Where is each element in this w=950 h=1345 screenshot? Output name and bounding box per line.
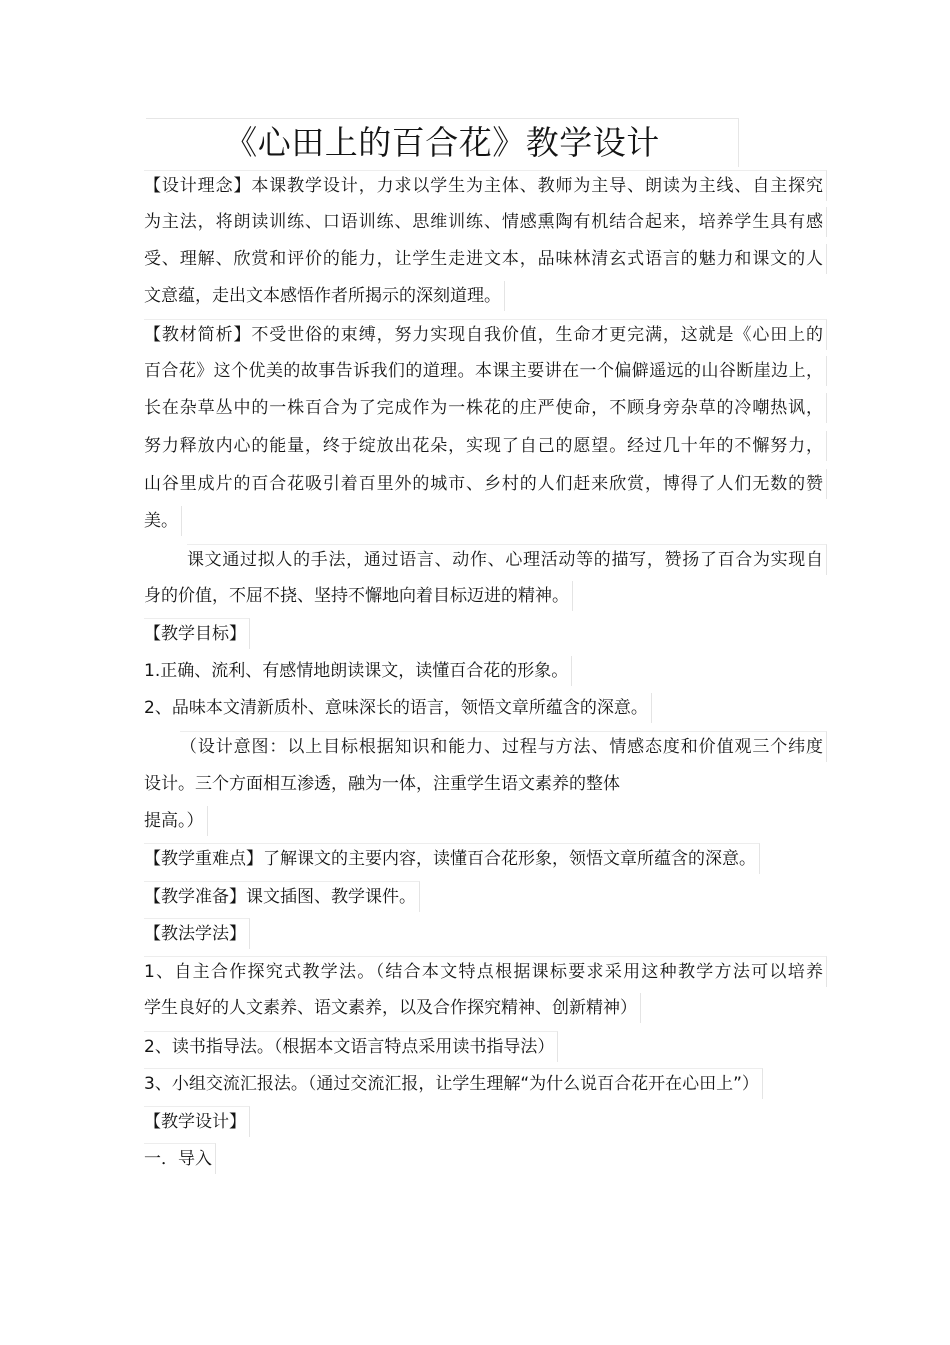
paragraph-line: 提高。） <box>144 806 208 836</box>
section-heading: 【教学目标】 <box>144 618 250 649</box>
paragraph-line: 山谷里成片的百合花吸引着百里外的城市、乡村的人们赶来欣赏，博得了人们无数的赞 <box>144 469 827 499</box>
list-item: 学生良好的人文素养、语文素养，以及合作探究精神、创新精神） <box>144 993 641 1023</box>
paragraph-line: 百合花》这个优美的故事告诉我们的道理。本课主要讲在一个偏僻遥远的山谷断崖边上， <box>144 356 827 386</box>
list-item: 2、读书指导法。（根据本文语言特点采用读书指导法） <box>144 1031 558 1062</box>
paragraph-line: 美。 <box>144 506 182 536</box>
paragraph-line: （设计意图：以上目标根据知识和能力、过程与方法、情感态度和价值观三个纬度 <box>180 731 827 762</box>
section-heading: 【教法学法】 <box>144 918 250 949</box>
list-item: 3、小组交流汇报法。（通过交流汇报，让学生理解“为什么说百合花开在心田上”） <box>144 1068 763 1099</box>
paragraph-line: 受、理解、欣赏和评价的能力，让学生走进文本，品味林清玄式语言的魅力和课文的人 <box>144 244 827 274</box>
list-item: 1.正确、流利、有感情地朗读课文，读懂百合花的形象。 <box>144 656 572 686</box>
paragraph-line: 【教学准备】课文插图、教学课件。 <box>144 881 420 912</box>
paragraph-line: 长在杂草丛中的一株百合为了完成作为一株花的庄严使命，不顾身旁杂草的冷嘲热讽， <box>144 393 827 423</box>
section-heading: 【教学设计】 <box>144 1106 250 1137</box>
list-item: 2、品味本文清新质朴、意味深长的语言，领悟文章所蕴含的深意。 <box>144 693 652 723</box>
paragraph-line: 为主法，将朗读训练、口语训练、思维训练、情感熏陶有机结合起来，培养学生具有感 <box>144 207 827 237</box>
section-heading: 一．导入 <box>144 1143 216 1174</box>
paragraph-line: 课文通过拟人的手法，通过语言、动作、心理活动等的描写，赞扬了百合为实现自 <box>187 544 827 575</box>
paragraph-line: 设计。三个方面相互渗透，融为一体，注重学生语文素养的整体 <box>144 774 620 794</box>
document-title: 《心田上的百合花》教学设计 <box>146 118 739 167</box>
paragraph-line: 【教材简析】不受世俗的束缚，努力实现自我价值，生命才更完满，这就是《心田上的 <box>144 319 827 350</box>
list-item: 1、自主合作探究式教学法。（结合本文特点根据课标要求采用这种教学方法可以培养 <box>144 956 827 987</box>
paragraph-line: 【设计理念】本课教学设计，力求以学生为主体、教师为主导、朗读为主线、自主探究 <box>144 170 827 201</box>
paragraph-line: 努力释放内心的能量，终于绽放出花朵，实现了自己的愿望。经过几十年的不懈努力， <box>144 431 827 461</box>
paragraph-line: 文意蕴，走出文本感悟作者所揭示的深刻道理。 <box>144 281 505 311</box>
paragraph-line: 身的价值，不屈不挠、坚持不懈地向着目标迈进的精神。 <box>144 581 573 611</box>
paragraph-line: 【教学重难点】了解课文的主要内容，读懂百合花形象，领悟文章所蕴含的深意。 <box>144 843 760 874</box>
